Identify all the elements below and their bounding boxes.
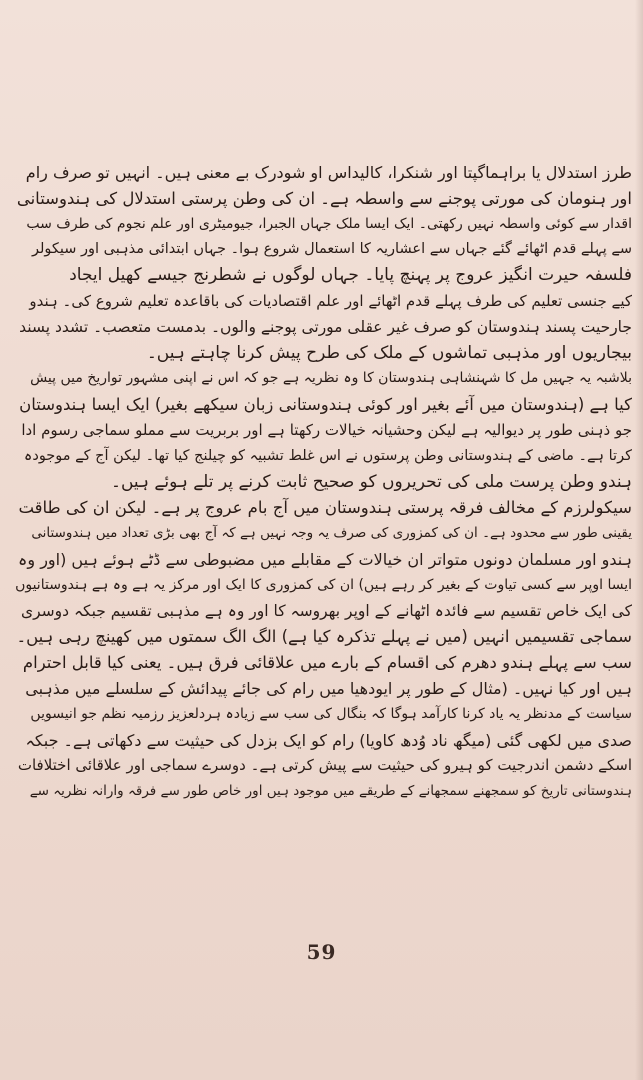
text-line: صدی میں لکھی گئی (میگھ ناد وُدھ کاویا) رام کو ایک بزدل کی حیثیت سے دکھاتی ہے۔ جبکہ xyxy=(25,730,632,750)
text-line: سے پہلے قدم اٹھائے گئے جہاں سے اعشاریہ کا استعمال شروع ہوا۔ جہاں ابتدائی مذہبی اور سیکولر xyxy=(31,241,632,258)
text-line: سیکولرزم کے مخالف فرقہ پرستی ہندوستان میں آج بام عروج پر ہے۔ لیکن ان کی طاقت xyxy=(18,498,632,518)
text-line: سماجی تقسیمیں انہیں (میں نے پہلے تذکرہ کیا ہے) الگ الگ سمتوں میں کھینچ رہی ہیں۔ xyxy=(16,627,632,647)
page-number: 59 xyxy=(306,940,337,964)
text-line: کرتا ہے۔ ماضی کے ہندوستانی وطن پرستوں نے اس غلط تشبیہ کو چیلنج کیا تھا۔ لیکن آج کے موجودہ xyxy=(23,447,632,464)
text-line: کیا ہے (ہندوستان میں آئے بغیر اور کوئی ہندوستانی زبان سیکھے بغیر) ایک ایسا ہندوستان xyxy=(19,395,632,415)
text-line: اور ہنومان کی مورتی پوجنے سے واسطہ ہے۔ ان کی وطن پرستی استدلال کی ہندوستانی xyxy=(16,188,632,208)
text-line: ہیں اور کیا نہیں۔ (مثال کے طور پر ایودھیا میں رام کی جائے پیدائش کے سلسلے میں مذہبی xyxy=(25,678,632,698)
text-line: ایسا اوپر سے کسی تیاوت کے بغیر کر رہے ہیں) ان کی کمزوری کا ایک اور مرکز یہ ہے وہ ہے ہندوستانیوں xyxy=(15,576,632,593)
text-line: فلسفہ حیرت انگیز عروج پر پہنچ پایا۔ جہاں لوگوں نے شطرنج جیسے کھیل ایجاد xyxy=(69,265,632,286)
page-edge-shadow xyxy=(635,0,643,1080)
text-line: اقدار سے کوئی واسطہ نہیں رکھتی۔ ایک ایسا ملک جہاں الجبرا، جیومیٹری اور علم نجوم کی طرف سب xyxy=(26,215,632,232)
text-line: بیجاریوں اور مذہبی تماشوں کے ملک کی طرح پیش کرنا چاہتے ہیں۔ xyxy=(146,342,632,363)
text-line: کیے جنسی تعلیم کی طرف پہلے قدم اٹھائے اور علم اقتصادیات کی باقاعدہ تعلیم شروع کی۔ ہندو xyxy=(29,291,632,310)
text-line: طرز استدلال یا براہماگپتا اور شنکرا، کالیداس او شودرک بے معنی ہیں۔ انہیں تو صرف رام xyxy=(25,163,632,182)
text-line: ہندوستانی تاریخ کو سمجھنے سمجھانے کے طریقے میں موجود ہیں اور خاص طور سے فرقہ وارانہ نظریہ سے xyxy=(29,783,632,800)
text-line: کی ایک خاص تقسیم سے فائدہ اٹھانے کے اوپر بھروسہ کا اور وہ ہے مذہبی تقسیم جبکہ دوسری xyxy=(20,601,632,620)
paragraph-1 xyxy=(14,160,632,366)
text-line: سب سے پہلے ہندو دھرم کی اقسام کے بارے میں علاقائی فرق ہیں۔ یعنی کیا قابل احترام xyxy=(22,653,632,673)
text-line: جارحیت پسند ہندوستان کو صرف غیر عقلی مورتی پوجنے والوں۔ بدمست متعصب۔ تشدد پسند xyxy=(19,317,632,336)
text-line: ہندو اور مسلمان دونوں متواتر ان خیالات کے مقابلے میں مضبوطی سے ڈٹے ہوئے ہیں (اور وہ xyxy=(18,549,632,569)
text-line: بلاشبہ یہ جہیں مل کا شہنشاہی ہندوستان کا وہ نظریہ ہے جو کہ اس نے اپنی مشہور تواریخ میں پیش xyxy=(30,370,632,387)
text-line: ہندو وطن پرست ملی کی تحریروں کو صحیح ثابت کرنے پر تلے ہوئے ہیں۔ xyxy=(110,471,632,492)
text-line: سیاست کے مدنظر یہ یاد کرنا کارآمد ہوگا کہ بنگال کی سب سے زیادہ ہردلعزیز رزمیہ نظم جو انیسویں xyxy=(30,705,632,722)
text-line: اسکے دشمن اندرجیت کو ہیرو کی حیثیت سے پیش کرتی ہے۔ دوسرے سماجی اور علاقائی اختلافات xyxy=(17,756,632,775)
body-text xyxy=(14,160,632,930)
text-line: جو ذہنی طور پر دیوالیہ ہے لیکن وحشیانہ خیالات رکھتا ہے اور بربریت سے مملو سماجی رسوم ادا xyxy=(21,420,632,439)
text-line: یقینی طور سے محدود ہے۔ ان کی کمزوری کی صرف یہ وجہ نہیں ہے کہ آج بھی بڑی تعداد میں ہندوستانی xyxy=(31,525,632,542)
paragraph-3 xyxy=(14,495,632,650)
paragraph-4 xyxy=(14,650,632,805)
paragraph-2 xyxy=(14,366,632,495)
